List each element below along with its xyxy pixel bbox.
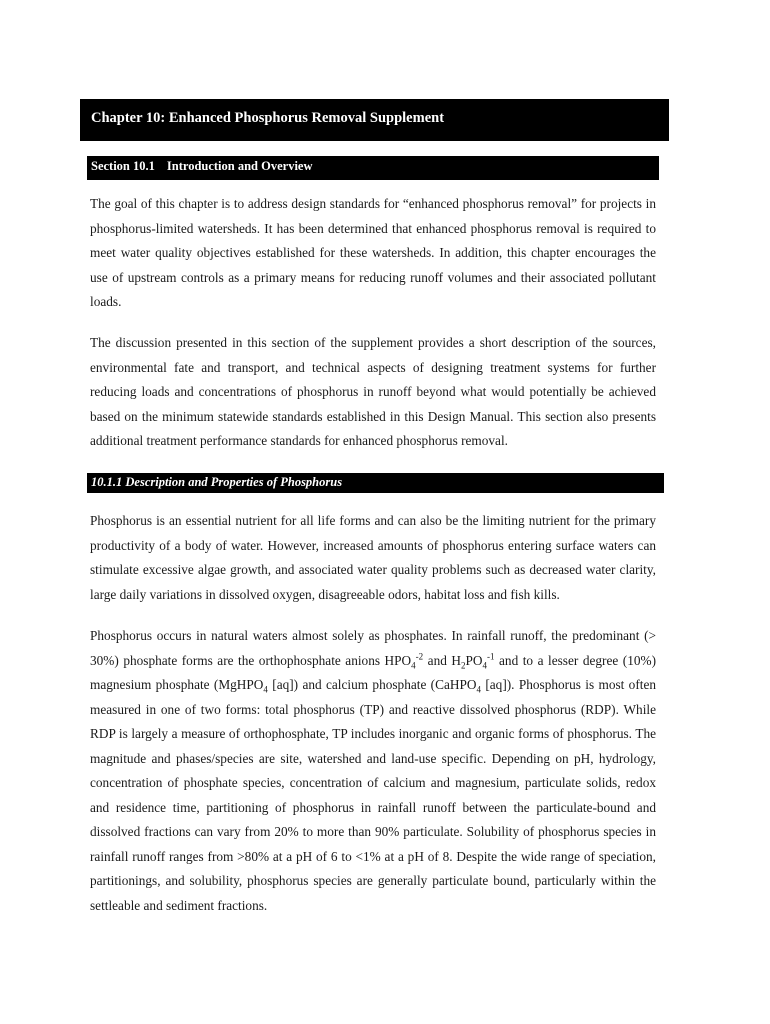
subsection-heading: [87, 473, 664, 493]
p4-text-c: PO: [465, 652, 483, 668]
p4-text-e: [aq]) and calcium phosphate (CaHPO: [267, 677, 477, 692]
p4-sub-mghpo4: 4: [263, 684, 268, 695]
p4-sub-hpo4: 4: [411, 660, 416, 671]
p4-sub-cahpo4: 4: [476, 684, 481, 695]
chapter-title: Chapter 10: Enhanced Phosphorus Removal Supplement: [91, 110, 445, 126]
p4-text-b: and H: [423, 652, 461, 668]
p4-text-f: [aq]). Phosphorus is most often measured in one of two forms: total phosphorus (TP) and reactive dissolved phosphorus (RDP). While RDP is largely a measure of orthophosphate, TP includes inorganic and organic forms of phosphorus. The magnitude and phases/species are site, watershed and land-use specific. Depending on pH, hydrology, concentration of phosphate species, concentration of calcium and magnesium, particulate solids, redox and residence time, partitioning of phosphorus in rainfall runoff between the particulate-bound and dissolved fractions can vary from 20% to more than 90% particulate. Solubility of phosphorus species in rainfall runoff ranges from >80% at a pH of 6 to <1% at a pH of 8. Despite the wide range of speciation, partitionings, and solubility, phosphorus species are generally particulate bound, particularly within the settleable and sediment fractions.: [90, 677, 657, 913]
p4-sup-po4: -1: [487, 651, 495, 662]
p4-sup-hpo4: -2: [415, 651, 424, 662]
p4-text-a: Phosphorus occurs in natural waters almost solely as phosphates. In rainfall runoff, the predominant (> 30%) phosphate forms are the orthophosphate anions HPO: [90, 628, 656, 668]
subsection-title: 10.1.1 Description and Properties of Phosphorus: [91, 475, 343, 489]
p4-sub-po4: 4: [482, 660, 487, 671]
p4-text-d: and to a lesser degree (10%) magnesium phosphate (MgHPO: [90, 652, 656, 692]
paragraph-discussion: The discussion presented in this section of the supplement provides a short description of the sources, environmental fate and transport, and technical aspects of designing treatment systems for further reducing loads and concentrations of phosphorus in runoff beyond what would potentially be achieved based on the minimum statewide standards established in this Design Manual. This section also presents additional treatment performance standards for enhanced phosphorus removal.: [90, 335, 656, 448]
p4-sub-h2: 2: [461, 660, 466, 671]
paragraph-goal: The goal of this chapter is to address design standards for “enhanced phosphorus removal” for projects in phosphorus-limited watersheds. It has been determined that enhanced phosphorus removal is required to meet water quality objectives established for these watersheds. In addition, this chapter encourages the use of upstream controls as a primary means for reducing runoff volumes and their associated pollutant loads.: [90, 196, 656, 309]
section-number: Section 10.1: [91, 159, 155, 173]
paragraph-nutrient: Phosphorus is an essential nutrient for all life forms and can also be the limiting nutrient for the primary productivity of a body of water. However, increased amounts of phosphorus entering surface waters can stimulate excessive algae growth, and associated water quality problems such as decreased water clarity, large daily variations in dissolved oxygen, disagreeable odors, habitat loss and fish kills.: [90, 513, 656, 602]
section-title: Introduction and Overview: [166, 159, 313, 173]
chapter-heading: [80, 99, 669, 141]
section-heading: [87, 156, 659, 180]
paragraph-phosphates: [90, 624, 656, 918]
